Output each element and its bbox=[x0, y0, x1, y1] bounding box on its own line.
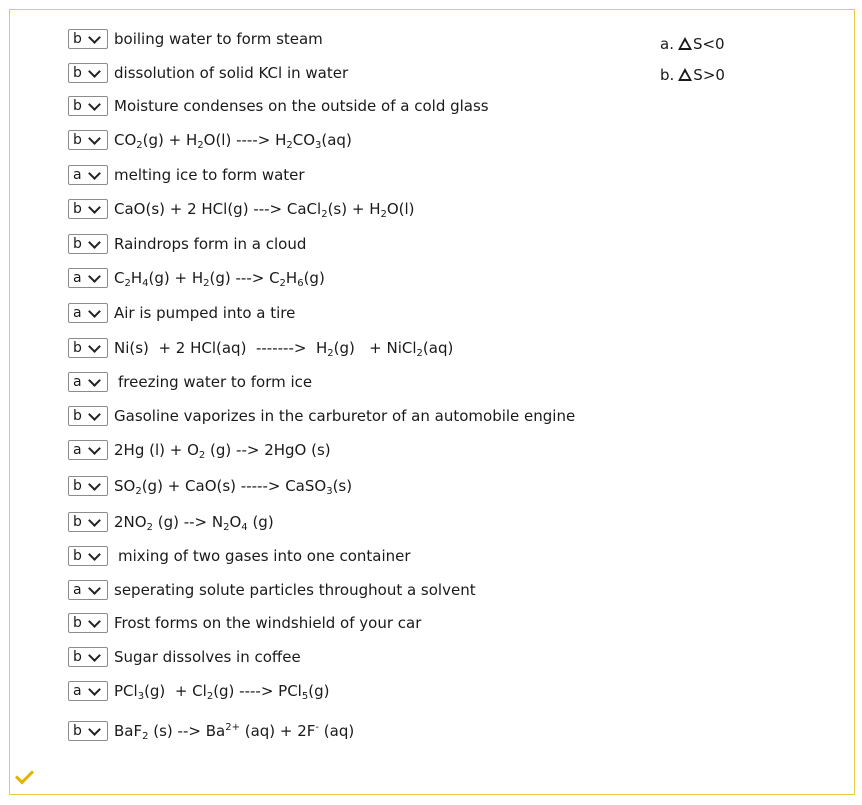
chevron-down-icon bbox=[88, 478, 101, 491]
answer-row-10 bbox=[68, 337, 453, 359]
statement-label: Raindrops form in a cloud bbox=[114, 235, 307, 253]
chevron-down-icon bbox=[88, 98, 101, 111]
key-a-symbol: S<0 bbox=[692, 35, 725, 53]
answer-row-21 bbox=[68, 720, 354, 742]
answer-row-7 bbox=[68, 233, 306, 255]
answer-select[interactable]: b bbox=[68, 63, 108, 83]
answer-select[interactable]: b bbox=[68, 96, 108, 116]
answer-row-20 bbox=[68, 680, 329, 702]
answer-row-1 bbox=[68, 28, 323, 50]
delta-icon bbox=[678, 68, 692, 81]
answer-select[interactable]: b bbox=[68, 338, 108, 358]
chevron-down-icon bbox=[88, 65, 101, 78]
statement-label: Frost forms on the windshield of your car bbox=[114, 614, 422, 632]
key-b-symbol: S>0 bbox=[693, 66, 725, 84]
statement-label: $PCl_3(g) + Cl_2(g)$ ----> PCl$_5$(g) bbox=[114, 682, 330, 702]
answer-row-8 bbox=[68, 267, 325, 289]
chevron-down-icon bbox=[88, 31, 101, 44]
chevron-down-icon bbox=[88, 442, 101, 455]
statement-label: $CO_2(g) + H_2O(l)$ ----> $H_2CO_3(aq)$ bbox=[114, 131, 352, 151]
answer-select[interactable]: b bbox=[68, 512, 108, 532]
answer-select[interactable]: b bbox=[68, 199, 108, 219]
chevron-down-icon bbox=[88, 723, 101, 736]
chevron-down-icon bbox=[88, 340, 101, 353]
key-b bbox=[660, 66, 725, 84]
statement-label: seperating solute particles throughout a solvent bbox=[114, 581, 476, 599]
answer-row-14 bbox=[68, 475, 352, 497]
answer-row-19 bbox=[68, 646, 301, 668]
answer-row-16 bbox=[68, 545, 411, 567]
statement-label: mixing of two gases into one container bbox=[118, 547, 411, 565]
chevron-down-icon bbox=[88, 201, 101, 214]
answer-select[interactable]: b bbox=[68, 613, 108, 633]
answer-select[interactable]: a bbox=[68, 268, 108, 288]
answer-row-4 bbox=[68, 129, 352, 151]
answer-row-9 bbox=[68, 302, 295, 324]
answer-row-3 bbox=[68, 95, 489, 117]
chevron-down-icon bbox=[88, 236, 101, 249]
chevron-down-icon bbox=[88, 548, 101, 561]
statement-label: dissolution of solid KCl in water bbox=[114, 64, 349, 82]
key-b-prefix: b. bbox=[660, 66, 675, 84]
answer-select[interactable]: a bbox=[68, 372, 108, 392]
statement-label: melting ice to form water bbox=[114, 166, 305, 184]
chevron-down-icon bbox=[88, 514, 101, 527]
answer-row-11 bbox=[68, 371, 312, 393]
answer-select[interactable]: b bbox=[68, 476, 108, 496]
statement-label: Moisture condenses on the outside of a cold glass bbox=[114, 97, 489, 115]
answer-select[interactable]: b bbox=[68, 234, 108, 254]
answer-select[interactable]: a bbox=[68, 681, 108, 701]
answer-row-18 bbox=[68, 612, 421, 634]
answer-select[interactable]: b bbox=[68, 721, 108, 741]
statement-label: Sugar dissolves in coffee bbox=[114, 648, 301, 666]
statement-label: Air is pumped into a tire bbox=[114, 304, 296, 322]
statement-label: boiling water to form steam bbox=[114, 30, 323, 48]
answer-select[interactable]: a bbox=[68, 440, 108, 460]
chevron-down-icon bbox=[88, 615, 101, 628]
answer-row-5 bbox=[68, 164, 305, 186]
chevron-down-icon bbox=[88, 305, 101, 318]
question-panel bbox=[9, 9, 855, 795]
answer-select[interactable]: b bbox=[68, 406, 108, 426]
answer-row-15 bbox=[68, 511, 274, 533]
answer-select[interactable]: b bbox=[68, 546, 108, 566]
chevron-down-icon bbox=[88, 649, 101, 662]
answer-select[interactable]: a bbox=[68, 303, 108, 323]
chevron-down-icon bbox=[88, 132, 101, 145]
statement-label: $C_2H_4(g) + H_2(g)$ ---> $C_2H_6(g)$ bbox=[114, 269, 325, 289]
statement-label: Ni(s) + 2 HCl(aq) -------> $H_2(g)$ + NiCl$_2$(aq) bbox=[114, 339, 454, 359]
statement-label: $2NO_2$ (g) --> $N_2O_4$ (g) bbox=[114, 513, 274, 533]
answer-row-17 bbox=[68, 579, 476, 601]
answer-select[interactable]: b bbox=[68, 29, 108, 49]
chevron-down-icon bbox=[88, 408, 101, 421]
answer-row-6 bbox=[68, 198, 415, 220]
statement-label: $SO_2(g) + CaO(s)$ -----> CaSO$_3$(s) bbox=[114, 477, 353, 497]
chevron-down-icon bbox=[88, 683, 101, 696]
delta-icon bbox=[678, 37, 692, 50]
statement-label: Gasoline vaporizes in the carburetor of an automobile engine bbox=[114, 407, 576, 425]
chevron-down-icon bbox=[88, 270, 101, 283]
key-a bbox=[660, 35, 725, 53]
statement-label: freezing water to form ice bbox=[118, 373, 313, 391]
answer-row-13 bbox=[68, 439, 331, 461]
chevron-down-icon bbox=[88, 167, 101, 180]
answer-select[interactable]: b bbox=[68, 130, 108, 150]
answer-select[interactable]: a bbox=[68, 580, 108, 600]
statement-label: 2Hg $(l) + O_2$ (g) --> 2HgO (s) bbox=[114, 441, 331, 461]
answer-select[interactable]: b bbox=[68, 647, 108, 667]
answer-row-2 bbox=[68, 62, 348, 84]
answer-row-12 bbox=[68, 405, 575, 427]
key-a-prefix: a. bbox=[660, 35, 674, 53]
statement-label: BaF$_2$ (s) --> $Ba^{2+}$ (aq) + 2F- (aq) bbox=[114, 722, 355, 742]
statement-label: CaO(s) + 2 HCl(g) ---> CaCl$_2$(s) + $H_2O(l)$ bbox=[114, 200, 415, 220]
chevron-down-icon bbox=[88, 582, 101, 595]
answer-select[interactable]: a bbox=[68, 165, 108, 185]
chevron-down-icon bbox=[88, 374, 101, 387]
